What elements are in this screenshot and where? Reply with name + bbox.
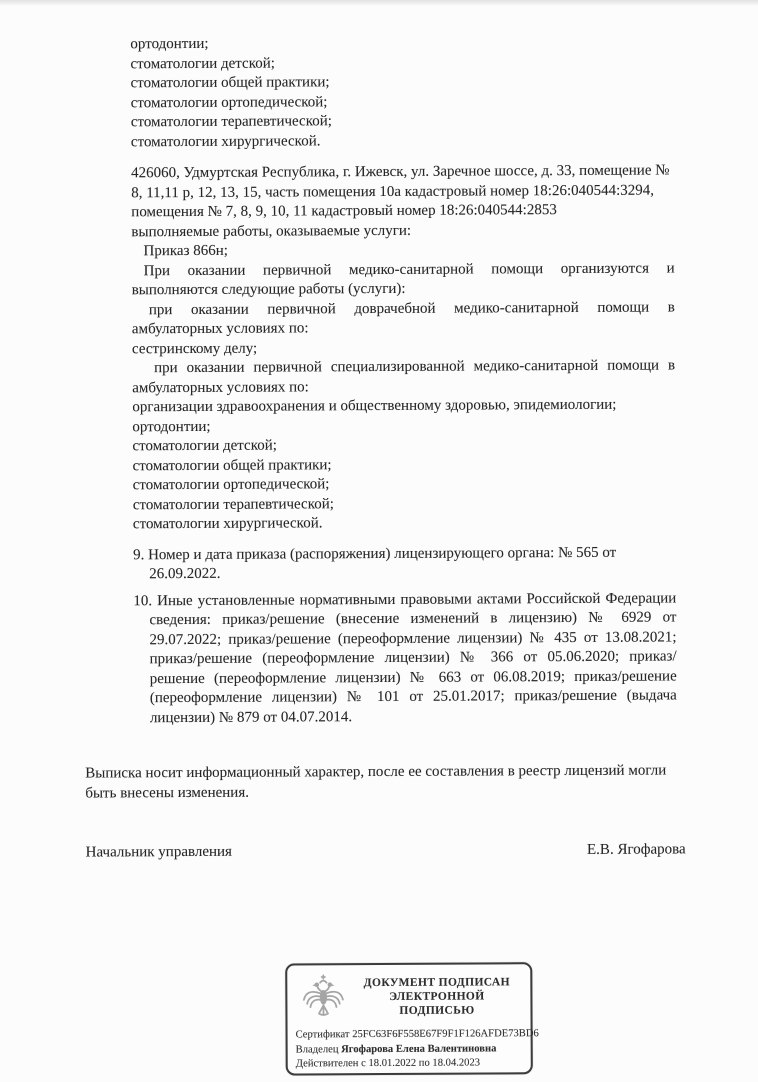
address-paragraph: 426060, Удмуртская Республика, г. Ижевск, ул. Заречное шоссе, д. 33, помещение № 8, 11,11 р, 12, 13, 15, часть помещения 10а кадастровый номер 18:26:040544:3294, помещения № 7, 8, 9, 10, 11 кадастровый номер 18:26:040544:2853 bbox=[131, 162, 670, 221]
electronic-signature-stamp bbox=[285, 962, 539, 1075]
stamp-info bbox=[295, 1027, 539, 1072]
works-header: выполняемые работы, оказываемые услуги: bbox=[131, 222, 412, 240]
certificate-line bbox=[295, 1027, 539, 1043]
double-headed-eagle-icon bbox=[295, 971, 351, 1023]
signature-row bbox=[86, 840, 686, 863]
clause-text: Иные установленные нормативными правовыми актами Российской Федерации сведения: приказ/решение (внесение изменений в лицензию) № 6929 от 29.07.2022; приказ/решение (переоформление лицензии) № 435 от 13.08.2021; приказ/решение (переоформление лицензии) № 366 от 05.06.2020; приказ/решение (переоформление лицензии) № 663 от 06.08.2019; приказ/решение (переоформление лицензии) № 101 от 25.01.2017; приказ/решение (выдача лицензии) № 879 от 04.07.2014. bbox=[149, 589, 677, 726]
specialized-care-intro: при оказании первичной специализированной медико-санитарной помощи в амбулаторных условиях по: bbox=[132, 357, 676, 396]
list-item: организации здравоохранения и общественному здоровью, эпидемиологии; bbox=[132, 396, 617, 416]
certificate-label: Сертификат bbox=[295, 1029, 350, 1041]
specialized-services-list bbox=[132, 395, 676, 534]
list-item: стоматологии ортопедической; bbox=[130, 93, 328, 111]
stamp-title-line1: ДОКУМЕНТ ПОДПИСАН bbox=[363, 976, 511, 990]
certificate-value: 25FC63F6F558E67F9F1F126AFDE73BD6 bbox=[352, 1028, 539, 1041]
clause-9 bbox=[133, 543, 676, 585]
informational-note: Выписка носит информационный характер, после ее составления в реестр лицензий могли быть внесены изменения. bbox=[85, 762, 667, 802]
owner-label: Владелец bbox=[295, 1043, 339, 1055]
list-item: стоматологии детской; bbox=[132, 437, 277, 455]
top-services-list bbox=[130, 32, 674, 152]
stamp-title-line2: ЭЛЕКТРОННОЙ ПОДПИСЬЮ bbox=[389, 990, 485, 1017]
list-item: стоматологии общей практики; bbox=[132, 456, 332, 474]
order-reference: Приказ 866н; bbox=[143, 242, 228, 260]
list-item: стоматологии детской; bbox=[130, 55, 275, 72]
list-item: стоматологии хирургической. bbox=[132, 515, 323, 533]
list-item: ортодонтии; bbox=[132, 418, 211, 435]
stamp-title bbox=[351, 975, 522, 1018]
clause-number: 9. bbox=[133, 546, 145, 563]
signatory-name: Е.В. Ягофарова bbox=[586, 841, 686, 858]
owner-line bbox=[296, 1042, 523, 1058]
list-item: сестринскому делу; bbox=[131, 340, 258, 357]
signatory-position: Начальник управления bbox=[85, 843, 232, 861]
list-item: стоматологии терапевтической; bbox=[132, 495, 334, 513]
stamp-header bbox=[295, 970, 522, 1023]
list-item: стоматологии общей практики; bbox=[130, 74, 330, 92]
clause-text: Номер и дата приказа (распоряжения) лицензирующего органа: № 565 от 26.09.2022. bbox=[148, 544, 617, 583]
list-item: ортодонтии; bbox=[130, 35, 209, 53]
validity-line: Действителен с 18.01.2022 по 18.04.2023 bbox=[295, 1057, 481, 1070]
services-intro: При оказании первичной медико-санитарной помощи организуются и выполняются следующие работы (услуги): bbox=[131, 259, 675, 299]
list-item: стоматологии терапевтической; bbox=[130, 113, 332, 131]
clause-number: 10. bbox=[133, 592, 153, 609]
list-item: стоматологии ортопедической; bbox=[132, 476, 330, 494]
clause-10 bbox=[133, 589, 677, 728]
list-item: стоматологии хирургической. bbox=[130, 132, 321, 150]
prehospital-care-intro: при оказании первичной доврачебной медико-санитарной помощи в амбулаторных условиях по: bbox=[131, 298, 675, 338]
owner-name: Ягофарова Елена Валентиновна bbox=[341, 1042, 497, 1055]
